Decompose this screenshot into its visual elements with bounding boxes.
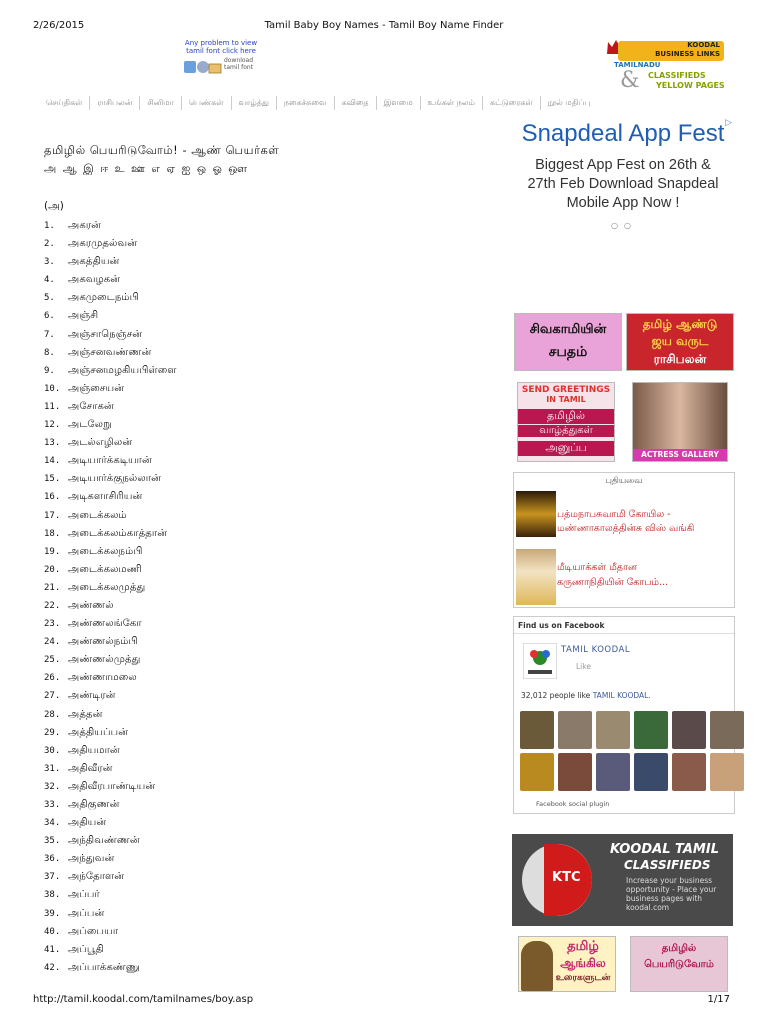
banner-greet-line3: தமிழில் [518,409,614,424]
name-number: 9. [44,365,55,376]
banner-greet-line2: IN TAMIL [546,395,586,404]
name-number: 4. [44,275,55,286]
ad-title[interactable]: Snapdeal App Fest [521,120,725,147]
name-number: 39. [44,908,61,919]
banner-ktc-classifieds[interactable] [512,834,733,926]
list-item [44,633,177,651]
list-item [44,235,177,253]
name-text: அடைக்கலம் [68,509,127,521]
list-item [44,253,177,271]
font-download-line1: download [224,57,254,64]
fb-divider [514,633,734,634]
name-number: 15. [44,474,61,485]
banner-eng-line2: ஆங்கில [560,956,606,970]
name-text: அத்தன் [68,708,103,720]
list-item [44,416,177,434]
banner-rasi-line3: ராசிபலன் [653,352,707,366]
nav-item-book-review[interactable]: நூல் மதிப்பு [540,96,597,110]
fb-like-count-text: 32,012 people like [521,691,591,700]
banner-sivakami[interactable] [514,313,622,371]
name-text: அப்பர் [68,889,100,901]
list-item [44,814,177,832]
fb-like-button[interactable]: Like [576,662,591,671]
nav-item-jokes[interactable]: நகைச்சுவை [276,96,334,110]
news-box [513,472,735,608]
name-text: அண்ணல்நம்பி [68,636,138,648]
fb-face-avatar[interactable] [558,753,592,791]
banner-greet-line5: அனுப்ப [518,441,614,456]
name-text: அஞ்சனமழகியபிள்ளை [68,364,177,376]
nav-item-greetings[interactable]: வாழ்த்து [231,96,276,110]
nav-item-articles[interactable]: கட்டுரைகள் [482,96,540,110]
section-label: (அ) [44,200,64,212]
news-item-2-line1[interactable]: மீடியாக்கள் மீதான [557,562,638,573]
name-text: அண்ணாமலை [68,672,137,684]
news-item-1-line2[interactable]: மண்ணாகாலத்தின்சு விஸ் வங்கி [557,523,695,534]
name-number: 1. [44,221,55,231]
font-help-line2: tamil font click here [186,47,256,55]
name-text: அடியார்க்கடியான் [68,455,152,467]
main-nav [40,96,728,110]
banner-tamil-english[interactable] [518,936,616,992]
nav-item-poems[interactable]: கவிதை [334,96,376,110]
fb-page-name[interactable]: TAMIL KOODAL [561,645,631,655]
ad-body [512,156,734,213]
name-number: 13. [44,438,61,449]
name-number: 38. [44,890,61,901]
name-number: 26. [44,673,61,684]
name-text: அடிகளாசிரியன் [68,491,143,503]
name-text: அண்ணலங்கோ [68,618,142,630]
fb-face-avatar[interactable] [558,711,592,749]
news-image-karunanidhi[interactable] [516,549,556,605]
list-item [44,886,177,904]
name-number: 22. [44,600,61,611]
names-list [44,217,177,977]
banner-actress-gallery[interactable] [632,382,728,462]
koodal-logo[interactable] [604,38,726,94]
list-item [44,488,177,506]
name-text: அத்தியப்பன் [68,726,129,738]
list-item [44,579,177,597]
banner-greetings[interactable] [517,382,615,462]
list-item [44,597,177,615]
name-text: அஞ்சையன் [68,382,125,394]
name-number: 40. [44,926,61,937]
nav-item-horoscope[interactable]: ராசிபலன் [89,96,139,110]
list-item [44,362,177,380]
fb-like-count-page[interactable]: TAMIL KOODAL. [592,691,651,700]
name-number: 14. [44,456,61,467]
name-text: அதியமான் [68,744,120,756]
banner-greet-line1: SEND GREETINGS [521,385,611,395]
name-text: அதியன் [68,817,107,829]
list-item [44,289,177,307]
fb-face-avatar[interactable] [672,711,706,749]
logo-koodal: KOODAL [687,41,720,49]
fb-find-us[interactable]: Find us on Facebook [518,621,605,630]
fb-face-avatar[interactable] [634,753,668,791]
banner-eng-line3: உரைகளுடன் [555,973,611,983]
name-number: 19. [44,546,61,557]
name-number: 5. [44,293,55,304]
name-text: அசோகன் [68,400,114,412]
news-item-2-line2[interactable]: கருணாநிதியின் கோபம்... [557,577,669,588]
name-number: 25. [44,655,61,666]
name-number: 42. [44,962,61,973]
name-text: அப்பூதி [68,943,104,955]
banner-rasi-line1: தமிழ் ஆண்டு [642,317,718,331]
name-number: 34. [44,818,61,829]
nav-item-women[interactable]: பெண்கள் [181,96,231,110]
fb-face-avatar[interactable] [520,711,554,749]
name-number: 18. [44,528,61,539]
name-number: 16. [44,492,61,503]
page-heading: தமிழில் பெயரிடுவோம்! - ஆண் பெயர்கள் [44,143,280,157]
ad-pager-dots[interactable]: ○○ [611,221,637,230]
list-item [44,307,177,325]
name-number: 41. [44,944,61,955]
actress-gallery-label: ACTRESS GALLERY [633,449,727,461]
facebook-widget [513,616,735,814]
name-number: 32. [44,781,61,792]
name-number: 31. [44,763,61,774]
name-number: 8. [44,347,55,358]
nav-item-health[interactable]: உங்கள் நலம் [420,96,482,110]
name-text: அடலேறு [68,419,112,431]
ad-line3: Mobile App Now ! [566,195,680,211]
list-item [44,687,177,705]
news-title: புதியவை [605,476,643,486]
name-number: 12. [44,420,61,431]
fb-plugin-label: Facebook social plugin [536,800,610,808]
list-item [44,326,177,344]
name-number: 24. [44,637,61,648]
name-text: அகரன் [68,220,101,231]
logo-business-links: BUSINESS LINKS [655,50,720,58]
list-item [44,651,177,669]
list-item [44,669,177,687]
list-item [44,561,177,579]
print-title: Tamil Baby Boy Names - Tamil Boy Name Finder [264,20,504,31]
name-number: 35. [44,836,61,847]
tamil-koodal-logo[interactable] [523,643,557,679]
name-number: 28. [44,709,61,720]
ad-line2: 27th Feb Download Snapdeal [527,176,719,192]
list-item [44,778,177,796]
list-item [44,760,177,778]
name-number: 27. [44,691,61,702]
logo-yellow-pages: YELLOW PAGES [656,81,725,90]
logo-tamilnadu: TAMILNADU [614,61,661,69]
name-text: அடியார்க்குநல்லான் [68,473,161,485]
list-item [44,796,177,814]
name-text: அடைக்கலமுத்து [68,581,146,593]
banner-sivakami-line2: சபதம் [548,344,588,360]
banner-names-line2: பெயரிடுவோம் [644,959,714,970]
list-item [44,832,177,850]
list-item [44,923,177,941]
list-item [44,959,177,977]
list-item [44,742,177,760]
list-item [44,271,177,289]
news-image-temple[interactable] [516,491,556,537]
banner-sivakami-line1: சிவகாமியின் [529,322,607,337]
ktc-title-2: CLASSIFIEDS [624,858,711,872]
print-url: http://tamil.koodal.com/tamilnames/boy.asp [33,994,254,1005]
banner-rasipalan[interactable] [626,313,734,371]
list-item [44,470,177,488]
fb-face-avatar[interactable] [710,753,744,791]
ktc-description: Increase your business opportunity - Place your business pages with koodal.com [626,876,717,912]
fb-faces-grid [520,711,730,791]
list-item [44,217,177,235]
list-item [44,525,177,543]
nav-item-youth[interactable]: இளமை [376,96,420,110]
banner-tamil-names[interactable] [630,936,728,992]
name-text: அப்பாக்கண்ணு [68,961,141,973]
list-item [44,941,177,959]
list-item [44,615,177,633]
fb-face-avatar[interactable] [710,711,744,749]
snapdeal-ad[interactable] [512,116,734,234]
name-number: 33. [44,800,61,810]
font-help-line1: Any problem to view [184,39,258,47]
name-text: அந்துவன் [68,853,115,865]
font-download-line2: tamil font [224,64,254,71]
name-number: 30. [44,745,61,756]
list-item [44,434,177,452]
nav-item-cinema[interactable]: சினிமா [139,96,180,110]
print-date: 2/26/2015 [33,20,85,31]
banner-rasi-line2: ஜய வருட [651,334,709,348]
name-number: 37. [44,872,61,883]
list-item [44,868,177,886]
list-item [44,724,177,742]
name-text: அண்டிரன் [68,690,116,702]
font-download-link[interactable] [224,57,253,71]
banner-eng-figure [521,941,553,991]
name-number: 36. [44,854,61,865]
fb-face-avatar[interactable] [634,711,668,749]
name-text: அதிவீரன் [68,762,113,774]
list-item [44,344,177,362]
logo-ampersand: & [620,68,640,93]
list-item [44,905,177,923]
list-item [44,850,177,868]
name-text: அந்தோளன் [68,871,125,883]
actress-photo-2 [633,405,727,427]
name-number: 29. [44,727,61,738]
name-number: 6. [44,311,55,322]
ad-line1: Biggest App Fest on 26th & [535,157,711,173]
list-item [44,380,177,398]
name-text: அஞ்சாநெஞ்சன் [68,328,143,340]
list-item [44,398,177,416]
name-text: அகமுடைநம்பி [68,292,139,304]
banner-greet-line4: வாழ்த்துகள் [518,425,614,437]
list-item [44,706,177,724]
nav-item-news[interactable]: செய்திகள் [46,98,83,107]
actress-photo-3 [633,427,727,449]
name-text: அதிவீரபாண்டியன் [68,780,156,792]
name-text: அப்பன் [68,907,105,919]
name-text: அடல்எழிலன் [68,437,133,449]
logo-bar [618,41,724,61]
actress-photo-1 [633,383,727,405]
name-text: அப்பையா [68,925,119,937]
name-number: 10. [44,383,61,394]
name-number: 3. [44,257,55,268]
name-text: அஞ்சனவண்ணன் [68,346,152,358]
list-item [44,452,177,470]
name-text: அந்திவண்ணன் [68,835,140,847]
name-text: அதிகுணன் [68,799,120,810]
fb-face-avatar[interactable] [596,753,630,791]
name-number: 7. [44,329,55,340]
name-number: 20. [44,564,61,575]
news-item-1-line1[interactable]: பத்மநாபசுவாமி கோயில - [557,509,671,520]
list-item [44,507,177,525]
ktc-logo-label: KTC [552,870,581,885]
logo-classifieds: CLASSIFIEDS [648,71,706,80]
name-text: அகரமுதல்வன் [68,238,138,250]
banner-names-line1: தமிழில் [661,943,697,954]
name-text: அடைக்கலநம்பி [68,545,143,557]
fb-face-avatar[interactable] [596,711,630,749]
name-number: 11. [44,401,61,412]
name-number: 23. [44,619,61,630]
name-text: அகத்தியன் [68,256,120,268]
fb-face-avatar[interactable] [520,753,554,791]
ad-choices-icon[interactable]: ▷ [725,118,732,128]
download-icon[interactable] [183,58,223,76]
name-number: 21. [44,582,61,593]
ktc-title-1: KOODAL TAMIL [610,842,719,857]
letter-index[interactable]: அ ஆ இ ஈ உ ஊ எ ஏ ஐ ஒ ஓ ஔ [44,162,248,175]
name-number: 2. [44,239,55,250]
font-help-link[interactable] [178,39,264,55]
name-text: அகவழகன் [68,274,121,286]
name-number: 17. [44,510,61,521]
name-text: அடைக்கலமணி [68,563,142,575]
fb-like-count [521,691,651,700]
name-text: அண்ணல் [68,599,114,611]
banner-eng-line1: தமிழ் [567,939,599,954]
list-item [44,543,177,561]
name-text: அடைக்கலம்காத்தான் [68,527,168,539]
print-page-number: 1/17 [707,994,730,1005]
name-text: அண்ணல்முத்து [68,654,141,666]
fb-face-avatar[interactable] [672,753,706,791]
name-text: அஞ்சி [68,310,99,322]
